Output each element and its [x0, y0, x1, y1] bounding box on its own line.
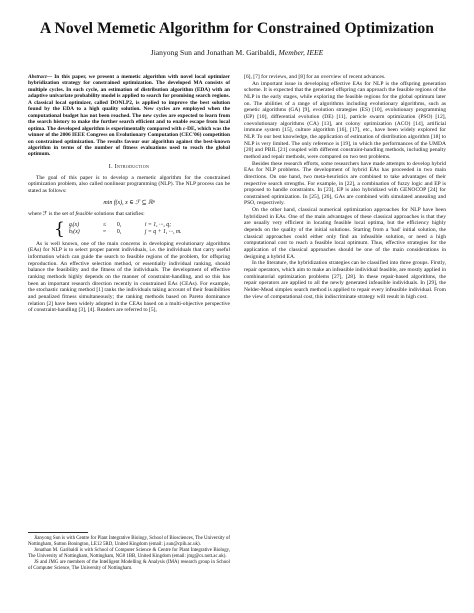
constraint-lhs: hⱼ(x) [68, 229, 80, 236]
section-heading-introduction: I. Introduction [108, 163, 150, 170]
footnote-author-2: Jonathan M. Garibaldi is with School of Computer Science & Centre for Plant Integrative Biology, The University of Nottingham, Nottingham, NG8 1BB, United Kingdom (email: jmg@cs.nott.ac.uk). [28, 548, 230, 559]
author-names: Jianyong Sun and Jonathan M. Garibaldi, [150, 48, 279, 57]
constraint-rhs: 0, [116, 229, 122, 236]
constraint-lhs: gᵢ(x) [68, 221, 80, 228]
right-paragraph-2: An important issue in developing effective EAs for NLP is the offspring generation scheme. It is expected that the generated offspring can approach the feasible regions of the NLP in the early stages, while exploring the feasible regions for the global optimum later on. The abilities of a range of algorithms including evolutionary algorithms, such as genetic algorithms (GA) [9], evolution strategies (ES) [10], evolutionary programming (EP) [10], differential evolution (DE) [11], particle swarm optimization (PSO) [12], coevolutionary algorithms (CA) [13], ant colony optimization (ACO) [14], artificial immune system [15], culture algorithm [16], [17], etc., have been widely explored for NLP. To our best knowledge, the application of estimation of distribution algorithm [18] to NLP is very limited. The only reference is [19], in which the performances of the UMDA [20] and PBIL [21] coupled with different constraint-handling methods, including penalty method and repair methods, were compared on two test problems. [244, 80, 446, 160]
footnote-group: JS and JMG are members of the Intelligent Modelling & Analysis (IMA) research group in School of Computer Science, The University of Nottingham. [28, 560, 230, 571]
constraint-system [54, 218, 230, 239]
right-paragraph-1: [6], [7] for reviews, and [8] for an overview of recent advances. [244, 74, 386, 80]
feasible-text-post: solutions that satisfies: [92, 211, 145, 218]
constraint-row [69, 222, 182, 229]
intro-paragraph-2: As is well known, one of the main concerns in developing evolutionary algorithms (EAs) for NLP is to select proper parent individuals, i.e. the individuals that carry useful information which can guide the search to feasible regions of the problem, for offspring reproduction. An effective selection method, or essentially individual ranking, should balance the feasibility and the fitness of the individuals. The development of effective ranking methods highly depends on the manner of constraint-handling, and so this has been an important research direction recently in constrained EAs (CEAs). For example, the stochastic ranking method [1] ranks the individuals taking account of their feasibilities and penalized fitness simultaneously; the ranking methods based on Pareto dominance relation [2] have been widely adopted in the CEAs based on a multi-objective perspective of constraint-handling [3], [4]. Readers are referred to [5], [28, 240, 230, 314]
left-column [28, 74, 230, 314]
feasible-text-pre: where ℱ is the set of [28, 211, 76, 218]
right-paragraph-3: Besides these research efforts, some researchers have made attempts to develop hybrid EAs for NLP problems. The development of hybrid EAs has proceeded in two main directions. On one hand, two meta-heuristics are combined to take advantages of their respective search strengths. For example, in [22], a combination of fuzzy logic and EP is proposed to handle constraints. In [23], EP is also hybridized with GENOCOP [24] for constrained optimization. In [25], [26], GAs are combined with simulated annealing and PSO, respectively. [244, 160, 446, 207]
constraint-relation: ≤ [102, 221, 107, 228]
footnote-rule [28, 532, 88, 533]
abstract-text: — In this paper, we present a memetic algorithm with novel local optimizer hybridization strategy for constrained optimization. The developed MA consists of multiple cycles. In each cycle, an estimation of distribution algorithm (EDA) with an adaptive univariate probability model is applied to search for promising search regions. A classical local optimizer, called DONLP2, is applied to improve the best solution found by the EDA to a high quality solution. New cycles are employed when the computational budget has not been reached. The new cycles are expected to learn from the search history to make the further search efficient and to enable escape from local optima. The developed algorithm is experimentally compared with ε-DE, which was the winner of the 2006 IEEE Congress on Evolutionary Computation (CEC'06) competition on constrained optimization. The results favour our algorithm against the best-known algorithm in terms of the number of fitness evaluations used to reach the global optimum. [28, 74, 230, 158]
constraint-index: i = 1, ···, q; [144, 221, 172, 228]
constraint-index: j = q + 1, ···, m. [144, 229, 182, 236]
abstract [28, 74, 230, 158]
right-paragraph-4: On the other hand, classical numerical optimization approaches for NLP have been hybridized in EAs. One of the main advantages of these classical approaches is that they are usually very efficient in locating feasible local optima, but the efficiency highly depends on the quality of the initial solutions. Starting from a 'bad' initial solution, the classical approaches could either only find an infeasible solution, or need a high computational cost to reach a feasible local optimum. Thus, effective strategies for the application of the classical approaches should be one of the main considerations in designing a hybrid EA. [244, 207, 446, 260]
right-paragraph-5: In the literature, the hybridization strategies can be classified into three groups. Firstly, repair operators, which aim to make an infeasible individual feasible, are mostly applied in combinatorial optimization problems [27], [28]. In these repair-based algorithms, the repair operators are applied to all the newly generated infeasible individuals. In [29], the Nelder-Mead simplex search method is applied to repair every infeasible individual. From the view of computational cost, this indiscriminate strategy will result in high cost. [244, 260, 446, 300]
feasible-set-sentence [28, 211, 230, 218]
footnotes [28, 532, 230, 572]
left-brace: { [54, 218, 65, 239]
constraint-row [69, 229, 182, 236]
feasible-word: feasible [75, 211, 93, 218]
author-membership: Member, IEEE [278, 48, 324, 57]
objective-equation: min f(x), x ∈ ℱ ⊆ ℝⁿ [103, 199, 155, 206]
constraint-rhs: 0, [116, 221, 122, 228]
footnote-author-1: Jianyong Sun is with Centre for Plant Integrative Biology, School of Biosciences, The University of Nottingham, Sutton Bonington, LE12 5RD, United Kingdom (email: j.sun@cpib.ac.uk). [28, 536, 230, 547]
paper-authors [0, 48, 474, 57]
paper-title: A Novel Memetic Algorithm for Constrained Optimization [39, 20, 435, 37]
constraint-relation: = [102, 229, 107, 236]
intro-paragraph-1: The goal of this paper is to develop a memetic algorithm for the constrained optimization problem, also called nonlinear programming (NLP). The NLP process can be stated as follows: [28, 174, 230, 194]
abstract-lead: Abstract [28, 74, 47, 80]
right-column [244, 74, 446, 300]
